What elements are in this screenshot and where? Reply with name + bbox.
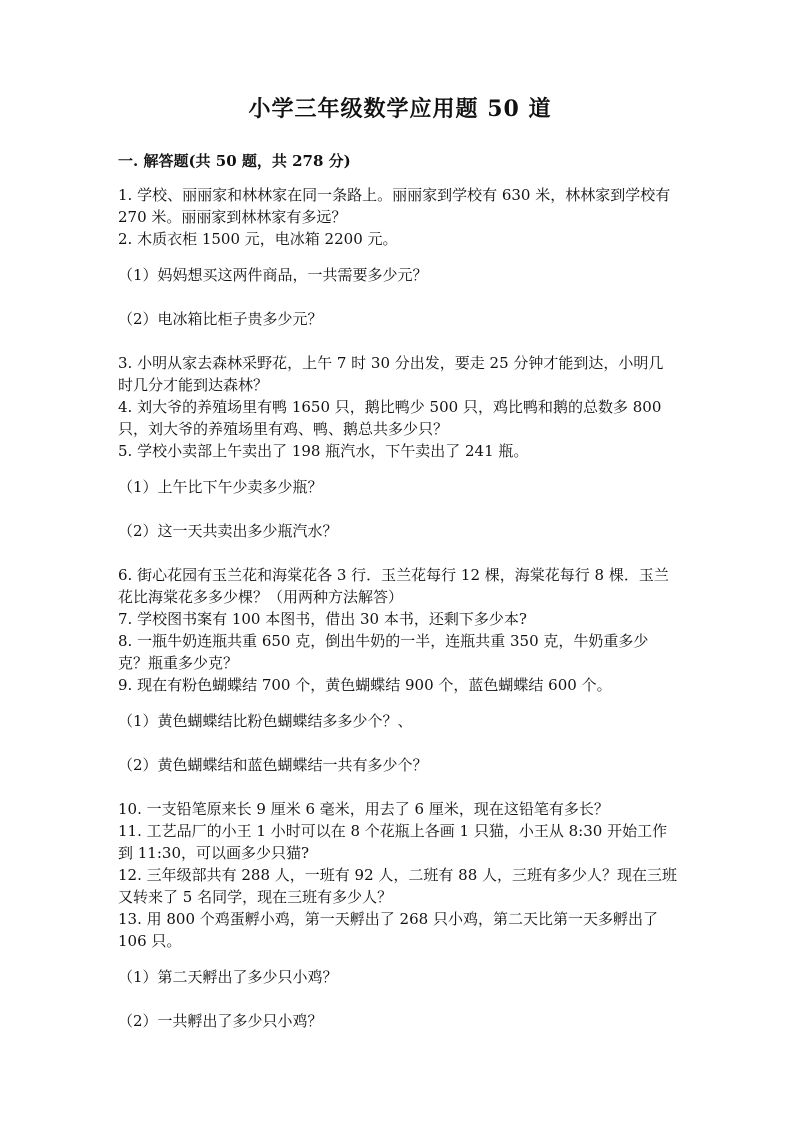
question-item: 1. 学校、丽丽家和林林家在同一条路上。丽丽家到学校有 630 米，林林家到学校有 270 米。丽丽家到林林家有多远？ bbox=[118, 186, 671, 226]
sub-question: （1）妈妈想买这两件商品，一共需要多少元？ bbox=[118, 266, 428, 284]
question-item: 8. 一瓶牛奶连瓶共重 650 克，倒出牛奶的一半，连瓶共重 350 克，牛奶重多少克？瓶重多少克？ bbox=[118, 632, 649, 672]
question-item: 7. 学校图书案有 100 本图书，借出 30 本书，还剩下多少本? bbox=[118, 610, 527, 628]
question-item: 13. 用 800 个鸡蛋孵小鸡，第一天孵出了 268 只小鸡，第二天比第一天多孵出了 106 只。 bbox=[118, 910, 658, 950]
page-title: 小学三年级数学应用题 50 道 bbox=[248, 96, 552, 122]
question-item: 2. 木质衣柜 1500 元，电冰箱 2200 元。 bbox=[118, 230, 398, 248]
section-heading: 一. 解答题(共 50 题，共 278 分) bbox=[118, 152, 351, 170]
question-item: 3. 小明从家去森林采野花，上午 7 时 30 分出发，要走 25 分钟才能到达，小明几时几分才能到达森林？ bbox=[118, 354, 664, 394]
sub-question: （1）第二天孵出了多少只小鸡？ bbox=[118, 968, 338, 986]
sub-question: （2）一共孵出了多少只小鸡？ bbox=[118, 1012, 323, 1030]
question-item: 10. 一支铅笔原来长 9 厘米 6 毫米，用去了 6 厘米，现在这铅笔有多长？ bbox=[118, 800, 609, 818]
question-item: 11. 工艺品厂的小王 1 小时可以在 8 个花瓶上各画 1 只猫，小王从 8:30 开始工作到 11:30，可以画多少只猫? bbox=[118, 822, 668, 862]
question-list bbox=[118, 184, 678, 1032]
question-item: 4. 刘大爷的养殖场里有鸭 1650 只，鹅比鸭少 500 只，鸡比鸭和鹅的总数多 800 只，刘大爷的养殖场里有鸡、鸭、鹅总共多少只？ bbox=[118, 398, 662, 438]
sub-question: （2）电冰箱比柜子贵多少元？ bbox=[118, 310, 323, 328]
sub-question: （1）黄色蝴蝶结比粉色蝴蝶结多多少个？、 bbox=[118, 712, 413, 730]
sub-question: （2）这一天共卖出多少瓶汽水？ bbox=[118, 522, 338, 540]
question-item: 5. 学校小卖部上午卖出了 198 瓶汽水，下午卖出了 241 瓶。 bbox=[118, 442, 529, 460]
question-item: 9. 现在有粉色蝴蝶结 700 个，黄色蝴蝶结 900 个，蓝色蝴蝶结 600 个。 bbox=[118, 676, 612, 694]
question-item: 12. 三年级部共有 288 人，一班有 92 人，二班有 88 人，三班有多少人？现在三班又转来了 5 名同学，现在三班有多少人？ bbox=[118, 866, 678, 906]
sub-question: （2）黄色蝴蝶结和蓝色蝴蝶结一共有多少个？ bbox=[118, 756, 428, 774]
sub-question: （1）上午比下午少卖多少瓶？ bbox=[118, 478, 323, 496]
question-item: 6. 街心花园有玉兰花和海棠花各 3 行．玉兰花每行 12 棵，海棠花每行 8 棵．玉兰花比海棠花多多少棵？（用两种方法解答） bbox=[118, 566, 669, 606]
